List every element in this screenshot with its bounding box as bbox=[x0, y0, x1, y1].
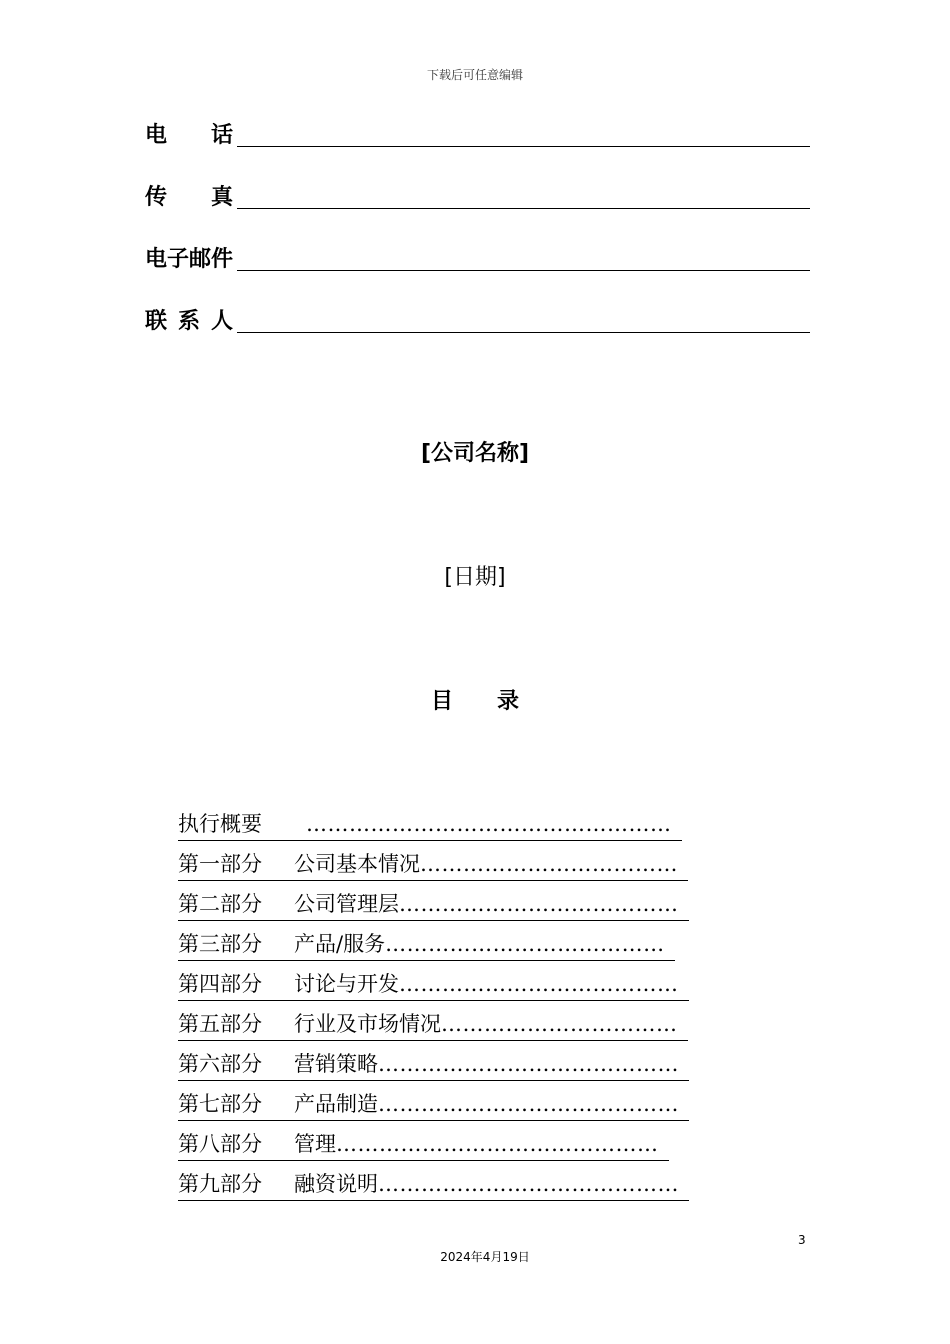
footer-date: 2024年4月19日 bbox=[440, 1250, 530, 1264]
toc-section: 管理 bbox=[294, 1132, 336, 1156]
toc-section: 公司基本情况 bbox=[294, 852, 420, 876]
fax-label: 传 真 bbox=[145, 185, 234, 210]
toc-part: 第七部分 bbox=[178, 1092, 262, 1116]
contact-field-row bbox=[145, 304, 810, 336]
toc-part: 第五部分 bbox=[178, 1012, 262, 1036]
email-field-row bbox=[145, 242, 810, 274]
toc-item[interactable] bbox=[178, 1166, 738, 1206]
toc-item[interactable] bbox=[178, 886, 738, 926]
toc-dots: ……………………………………… bbox=[336, 1132, 659, 1156]
toc-title-right: 录 bbox=[497, 689, 520, 714]
toc-dots: ……………………………… bbox=[420, 852, 678, 876]
toc-part: 第六部分 bbox=[178, 1052, 262, 1076]
page-number: 3 bbox=[798, 1233, 806, 1247]
contact-blank-line[interactable] bbox=[237, 332, 810, 333]
date-placeholder: [日期] bbox=[444, 565, 506, 590]
toc-dots: …………………………………………… bbox=[306, 812, 672, 836]
toc-item[interactable] bbox=[178, 1046, 738, 1086]
toc-section: 公司管理层 bbox=[294, 892, 399, 916]
toc-title bbox=[0, 684, 950, 715]
toc-item[interactable] bbox=[178, 806, 738, 846]
fax-blank-line[interactable] bbox=[237, 208, 810, 209]
toc-part: 执行概要 bbox=[178, 812, 262, 836]
toc-section: 讨论与开发 bbox=[294, 972, 399, 996]
toc-dots: ………………………………… bbox=[385, 932, 665, 956]
toc-list bbox=[178, 806, 738, 1206]
toc-dots: …………………………………… bbox=[378, 1052, 679, 1076]
email-blank-line[interactable] bbox=[237, 270, 810, 271]
phone-blank-line[interactable] bbox=[237, 146, 810, 147]
toc-dots: …………………………………… bbox=[378, 1092, 679, 1116]
toc-section: 产品制造 bbox=[294, 1092, 378, 1116]
phone-field-row bbox=[145, 118, 810, 150]
toc-dots: …………………………………… bbox=[378, 1172, 679, 1196]
toc-dots: ………………………………… bbox=[399, 972, 679, 996]
phone-label: 电 话 bbox=[145, 123, 234, 148]
toc-part: 第一部分 bbox=[178, 852, 262, 876]
toc-item[interactable] bbox=[178, 846, 738, 886]
fax-field-row bbox=[145, 180, 810, 212]
toc-part: 第八部分 bbox=[178, 1132, 262, 1156]
toc-part: 第三部分 bbox=[178, 932, 262, 956]
company-name-placeholder: [公司名称] bbox=[420, 441, 530, 466]
toc-item[interactable] bbox=[178, 1126, 738, 1166]
header-note: 下载后可任意编辑 bbox=[426, 68, 523, 82]
toc-item[interactable] bbox=[178, 926, 738, 966]
toc-section: 产品/服务 bbox=[294, 932, 386, 956]
toc-dots: …………………………… bbox=[441, 1012, 678, 1036]
toc-section: 行业及市场情况 bbox=[294, 1012, 441, 1036]
toc-part: 第二部分 bbox=[178, 892, 262, 916]
toc-part: 第四部分 bbox=[178, 972, 262, 996]
toc-section: 营销策略 bbox=[294, 1052, 378, 1076]
toc-dots: ………………………………… bbox=[399, 892, 679, 916]
toc-item[interactable] bbox=[178, 1006, 738, 1046]
email-label: 电子邮件 bbox=[145, 247, 234, 272]
contact-label: 联 系 人 bbox=[145, 309, 234, 334]
toc-part: 第九部分 bbox=[178, 1172, 262, 1196]
toc-title-left: 目 bbox=[430, 689, 453, 714]
toc-item[interactable] bbox=[178, 966, 738, 1006]
toc-section: 融资说明 bbox=[294, 1172, 378, 1196]
toc-item[interactable] bbox=[178, 1086, 738, 1126]
